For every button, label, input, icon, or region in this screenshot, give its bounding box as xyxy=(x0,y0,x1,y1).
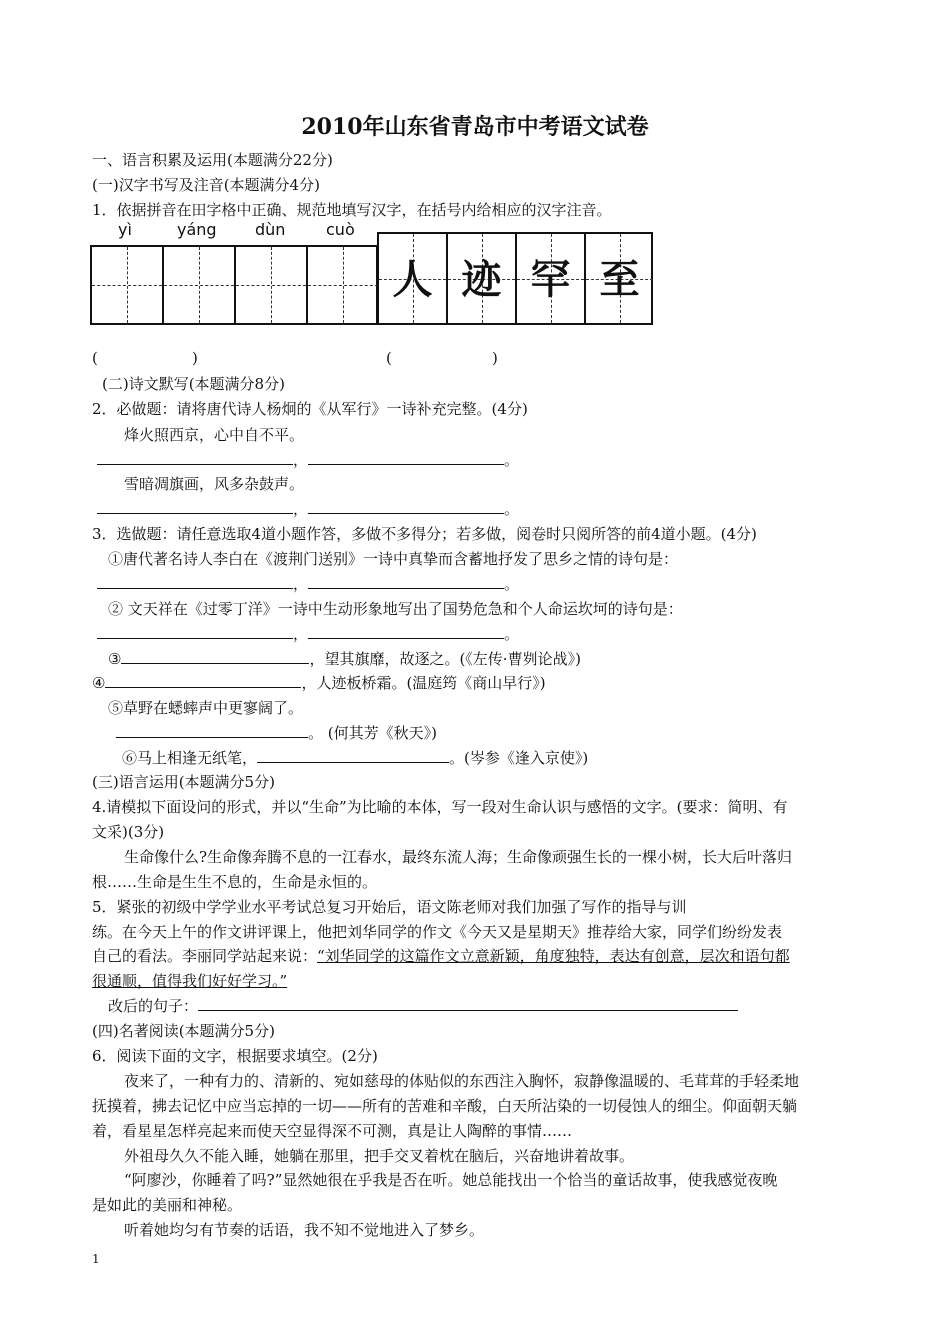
subsection-2-heading: (二)诗文默写(本题满分8分) xyxy=(102,375,285,393)
grid-cell xyxy=(448,234,517,323)
underlined-sentence-end: 很通顺，值得我们好好学习。” xyxy=(92,972,288,990)
grid-cell[interactable] xyxy=(164,247,236,323)
question-2: 2．必做题：请将唐代诗人杨炯的《从军行》一诗补充完整。(4分) xyxy=(92,400,528,418)
page-number: 1 xyxy=(92,1252,100,1266)
revised-sentence[interactable]: 改后的句子： xyxy=(108,996,738,1016)
writing-grid-filled xyxy=(377,232,653,325)
answer-line[interactable]: ， 。 xyxy=(97,499,519,519)
question-3: 3．选做题：请任意选取4道小题作答，多做不多得分；若多做，阅卷时只阅所答的前4道小题。(4分) xyxy=(92,525,757,543)
section-1-heading: 一、语言积累及运用(本题满分22分) xyxy=(92,151,333,169)
question-3-5: ⑤草野在蟋蟀声中更寥阔了。 xyxy=(108,699,304,717)
question-3-5-answer[interactable]: 。 (何其芳《秋天》) xyxy=(116,723,437,743)
hand-char: 罕 xyxy=(530,256,571,303)
example-line-2: 根……生命是生生不息的，生命是永恒的。 xyxy=(92,873,378,891)
question-6: 6．阅读下面的文字，根据要求填空。(2分) xyxy=(92,1047,378,1065)
answer-line[interactable]: ， 。 xyxy=(97,624,519,644)
question-4-line-1: 4.请模拟下面设问的形式，并以“生命”为比喻的本体，写一段对生命认识与感悟的文字。(要求：简明、有 xyxy=(92,798,788,816)
subsection-3-heading: (三)语言运用(本题满分5分) xyxy=(92,773,275,791)
pinyin-4: cuò xyxy=(326,220,355,239)
underlined-sentence: “刘华同学的这篇作文立意新颖，角度独特，表达有创意，层次和语句都 xyxy=(317,947,790,965)
hand-char: 迹 xyxy=(461,256,502,303)
grid-cell xyxy=(586,234,653,323)
question-4-line-2: 文采)(3分) xyxy=(92,823,165,841)
grid-cell[interactable] xyxy=(92,247,164,323)
hand-char: 至 xyxy=(599,256,640,303)
passage-line: 着，看星星怎样亮起来而使天空显得深不可测，真是让人陶醉的事情…… xyxy=(92,1122,573,1140)
question-3-2: ② 文天祥在《过零丁洋》一诗中生动形象地写出了国势危急和个人命运坎坷的诗句是： xyxy=(108,600,683,618)
grid-cell xyxy=(379,234,448,323)
question-3-1: ①唐代著名诗人李白在《渡荆门送别》一诗中真挚而含蓄地抒发了思乡之情的诗句是： xyxy=(108,550,679,568)
pinyin-1: yì xyxy=(118,220,132,239)
question-5-line-1: 5．紧张的初级中学学业水平考试总复习开始后，语文陈老师对我们加强了写作的指导与训 xyxy=(92,898,687,916)
question-3-3[interactable]: ③ ，望其旗靡，故逐之。(《左传·曹刿论战》) xyxy=(108,650,581,668)
paren-close: ) xyxy=(192,349,198,367)
subsection-4-heading: (四)名著阅读(本题满分5分) xyxy=(92,1022,275,1040)
paren-open: ( xyxy=(92,349,98,367)
answer-line[interactable]: ， 。 xyxy=(97,574,519,594)
question-3-6[interactable]: ⑥马上相逢无纸笔， 。(岑参《逢入京使》) xyxy=(122,749,589,767)
page-title: 2010年山东省青岛市中考语文试卷 xyxy=(301,114,649,140)
paren-open: ( xyxy=(386,349,392,367)
question-5-line-3: 自己的看法。李丽同学站起来说：“刘华同学的这篇作文立意新颖，角度独特，表达有创意，层次和语句都 xyxy=(92,947,790,965)
answer-line[interactable]: ， 。 xyxy=(97,450,519,470)
writing-grid-blank[interactable] xyxy=(90,245,378,325)
question-1: 1．依据拼音在田字格中正确、规范地填写汉字，在括号内给相应的汉字注音。 xyxy=(92,201,612,219)
pinyin-2: yáng xyxy=(177,220,217,239)
grid-cell[interactable] xyxy=(308,247,378,323)
example-line-1: 生命像什么?生命像奔腾不息的一江春水，最终东流人海；生命像顽强生长的一棵小树，长大后叶落归 xyxy=(124,848,793,866)
passage-line: 外祖母久久不能入睡，她躺在那里，把手交叉着枕在脑后，兴奋地讲着故事。 xyxy=(124,1147,635,1165)
passage-line: 听着她均匀有节奏的话语，我不知不觉地进入了梦乡。 xyxy=(124,1221,485,1239)
grid-cell xyxy=(517,234,586,323)
poem-line-1: 烽火照西京，心中自不平。 xyxy=(124,426,305,444)
passage-line: “阿廖沙，你睡着了吗?”显然她很在乎我是否在听。她总能找出一个恰当的童话故事，使我感觉夜晚 xyxy=(124,1171,778,1189)
pinyin-3: dùn xyxy=(255,220,286,239)
passage-line: 夜来了，一种有力的、清新的、宛如慈母的体贴似的东西注入胸怀，寂静像温暖的、毛茸茸的手轻柔地 xyxy=(124,1072,800,1090)
hand-char: 人 xyxy=(392,256,433,303)
question-5-line-2: 练。在今天上午的作文讲评课上，他把刘华同学的作文《今天又是星期天》推荐给大家，同学们纷纷发表 xyxy=(92,923,783,941)
paren-close: ) xyxy=(492,349,498,367)
poem-line-2: 雪暗凋旗画，风多杂鼓声。 xyxy=(124,475,305,493)
subsection-1-heading: (一)汉字书写及注音(本题满分4分) xyxy=(92,176,320,194)
passage-line: 是如此的美丽和神秘。 xyxy=(92,1196,243,1214)
passage-line: 抚摸着，拂去记忆中应当忘掉的一切——所有的苦难和辛酸，白天所沾染的一切侵蚀人的细尘。仰面朝天躺 xyxy=(92,1097,798,1115)
grid-cell[interactable] xyxy=(236,247,308,323)
question-3-4[interactable]: ④ ，人迹板桥霜。(温庭筠《商山早行》) xyxy=(92,674,546,692)
